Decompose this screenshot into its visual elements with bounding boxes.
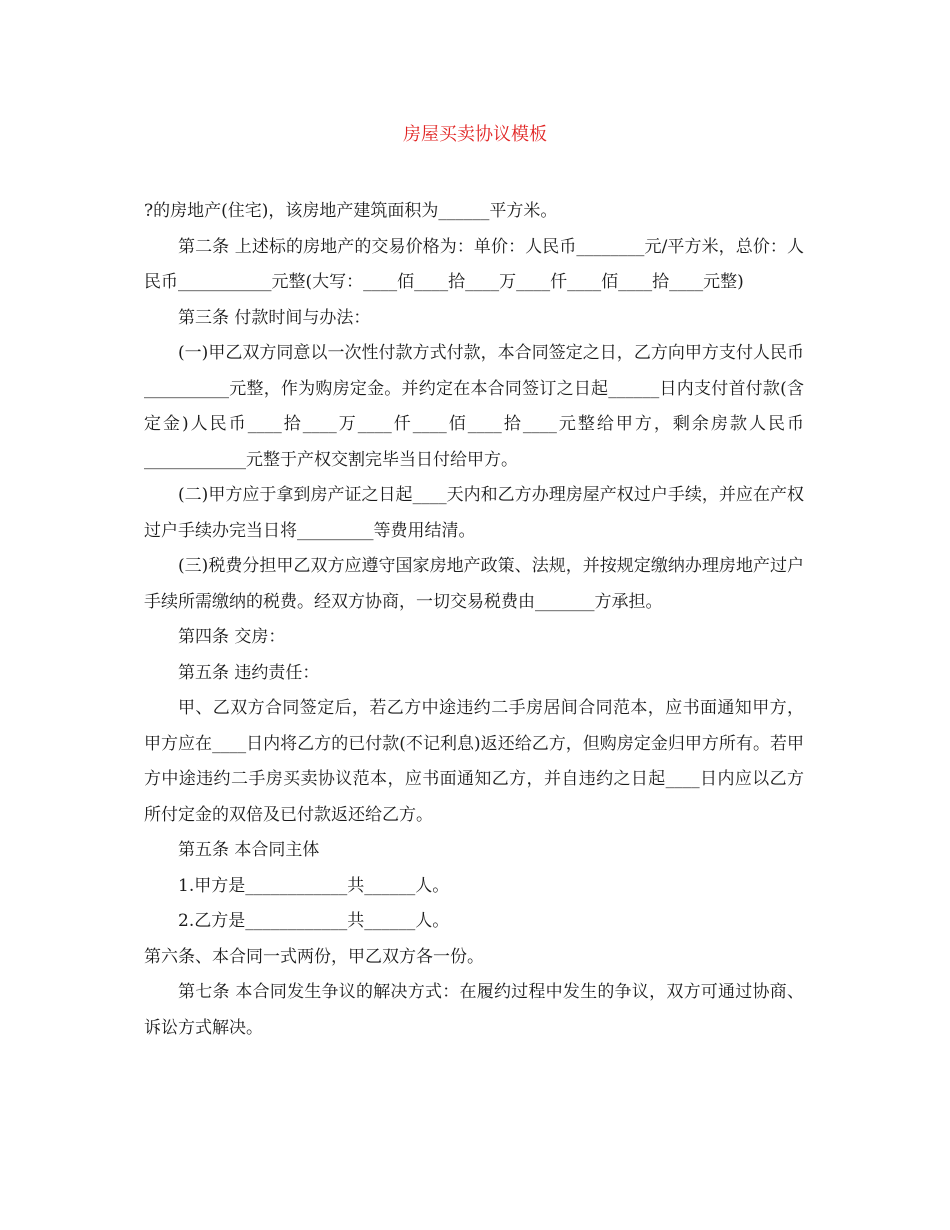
paragraph-article-3-heading: 第三条 付款时间与办法：: [178, 307, 371, 328]
paragraph-article-6-copies: 第六条、本合同一式两份，甲乙双方各一份。: [144, 946, 484, 967]
paragraph-article-2-price: 第二条 上述标的房地产的交易价格为：单价：人民币________元/平方米，总价：人民币___________元整(大写：____佰____拾____万____仟____佰____拾____元整): [144, 236, 804, 292]
paragraph-article-3-item-3: (三)税费分担甲乙双方应遵守国家房地产政策、法规，并按规定缴纳办理房地产过户手续所需缴纳的税费。经双方协商，一切交易税费由_______方承担。: [144, 556, 804, 612]
document-body: [144, 194, 804, 1046]
paragraph-party-a: 1.甲方是____________共______人。: [178, 875, 450, 896]
paragraph-article-3-item-1: (一)甲乙双方同意以一次性付款方式付款，本合同签定之日，乙方向甲方支付人民币__________元整，作为购房定金。并约定在本合同签订之日起______日内支付首付款(含定金)人民币____拾____万____仟____佰____拾____元整给甲方，剩余房款人民币____________元整于产权交割完毕当日付给甲方。: [144, 343, 804, 470]
paragraph-article-5-liability: 甲、乙双方合同签定后，若乙方中途违约二手房居间合同范本，应书面通知甲方，甲方应在____日内将乙方的已付款(不记利息)返还给乙方，但购房定金归甲方所有。若甲方中途违约二手房买卖协议范本，应书面通知乙方，并自违约之日起____日内应以乙方所付定金的双倍及已付款返还给乙方。: [144, 698, 804, 825]
paragraph-article-5-heading: 第五条 违约责任：: [178, 662, 320, 683]
paragraph-article-7-disputes: 第七条 本合同发生争议的解决方式：在履约过程中发生的争议，双方可通过协商、诉讼方式解决。: [144, 982, 804, 1038]
paragraph-article-3-item-2: (二)甲方应于拿到房产证之日起____天内和乙方办理房屋产权过户手续，并应在产权过户手续办完当日将_________等费用结清。: [144, 485, 804, 541]
paragraph-article-5-parties-heading: 第五条 本合同主体: [178, 840, 320, 860]
paragraph-property-area: ?的房地产(住宅)，该房地产建筑面积为______平方米。: [144, 201, 558, 221]
paragraph-article-4-heading: 第四条 交房：: [178, 627, 286, 647]
paragraph-party-b: 2.乙方是____________共______人。: [178, 911, 450, 931]
document-title: 房屋买卖协议模板: [403, 124, 547, 145]
